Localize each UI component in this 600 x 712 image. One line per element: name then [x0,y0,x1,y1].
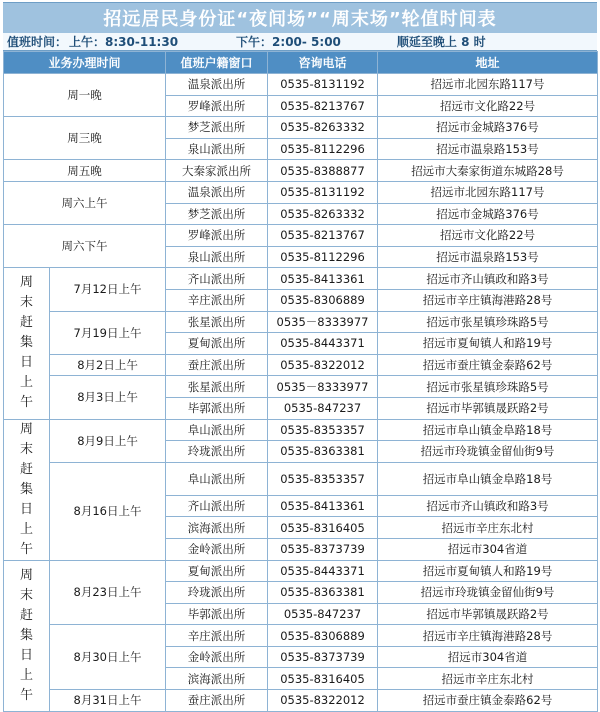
phone-cell: 0535-8213767 [268,95,378,117]
phone-cell: 0535-8263332 [268,203,378,225]
phone-cell: 0535-8353357 [268,419,378,441]
duty-hours-bar [3,33,597,51]
duty-hours-note: 顺延至晚上 8 时 [396,35,486,49]
schedule-table [3,51,598,712]
address-cell: 招远市夏甸镇人和路19号 [378,560,598,582]
table-row [4,117,598,139]
header-time: 业务办理时间 [4,52,166,74]
office-cell: 齐山派出所 [166,268,268,290]
address-cell: 招远市金城路376号 [378,117,598,139]
table-row [4,560,598,582]
phone-cell: 0535-847237 [268,397,378,419]
address-cell: 招远市温泉路153号 [378,138,598,160]
office-cell: 辛庄派出所 [166,289,268,311]
address-cell: 招远市文化路22号 [378,225,598,247]
table-row [4,376,598,398]
phone-cell: 0535-8322012 [268,690,378,712]
office-cell: 滨海派出所 [166,668,268,690]
phone-cell: 0535-8443371 [268,560,378,582]
phone-cell: 0535-8388877 [268,160,378,182]
address-cell: 招远市蚕庄镇金泰路62号 [378,354,598,376]
address-cell: 招远市张星镇珍珠路5号 [378,376,598,398]
address-cell: 招远市玲珑镇金留仙街9号 [378,582,598,604]
day-cell: 周三晚 [4,117,166,160]
office-cell: 梦芝派出所 [166,203,268,225]
phone-cell: 0535-8413361 [268,495,378,517]
date-cell: 8月3日上午 [50,376,166,419]
office-cell: 滨海派出所 [166,517,268,539]
office-cell: 辛庄派出所 [166,625,268,647]
address-cell: 招远市304省道 [378,646,598,668]
address-cell: 招远市文化路22号 [378,95,598,117]
day-cell: 周六下午 [4,225,166,268]
table-row [4,462,598,495]
address-cell: 招远市阜山镇金阜路18号 [378,419,598,441]
date-cell: 8月30日上午 [50,625,166,690]
duty-hours-label: 值班时间： [7,35,68,49]
phone-cell: 0535-8131192 [268,74,378,96]
header-office: 值班户籍窗口 [166,52,268,74]
office-cell: 金岭派出所 [166,538,268,560]
day-cell: 周五晚 [4,160,166,182]
date-cell: 8月16日上午 [50,462,166,560]
phone-cell: 0535-8306889 [268,289,378,311]
phone-cell: 0535-8353357 [268,462,378,495]
office-cell: 泉山派出所 [166,138,268,160]
address-cell: 招远市夏甸镇人和路19号 [378,333,598,355]
phone-cell: 0535-847237 [268,603,378,625]
phone-cell: 0535-8373739 [268,646,378,668]
office-cell: 温泉派出所 [166,74,268,96]
address-cell: 招远市阜山镇金阜路18号 [378,462,598,495]
header-phone: 咨询电话 [268,52,378,74]
office-cell: 罗峰派出所 [166,225,268,247]
duty-hours-am: 上午：8:30-11:30 [69,35,179,49]
address-cell: 招远市辛庄镇海港路28号 [378,289,598,311]
address-cell: 招远市北园东路117号 [378,74,598,96]
address-cell: 招远市辛庄东北村 [378,668,598,690]
office-cell: 温泉派出所 [166,181,268,203]
office-cell: 罗峰派出所 [166,95,268,117]
phone-cell: 0535-8443371 [268,333,378,355]
phone-cell: 0535-8363381 [268,441,378,463]
phone-cell: 0535-8263332 [268,117,378,139]
office-cell: 蚕庄派出所 [166,354,268,376]
table-row [4,225,598,247]
table-row [4,268,598,290]
address-cell: 招远市齐山镇政和路3号 [378,495,598,517]
table-row [4,160,598,182]
office-cell: 阜山派出所 [166,419,268,441]
office-cell: 毕郭派出所 [166,603,268,625]
table-row [4,419,598,441]
address-cell: 招远市蚕庄镇金泰路62号 [378,690,598,712]
group-label-cell: 周 末 赶 集 日 上 午 [4,268,50,419]
table-header-row [4,52,598,74]
address-cell: 招远市齐山镇政和路3号 [378,268,598,290]
phone-cell: 0535-8413361 [268,268,378,290]
table-row [4,690,598,712]
address-cell: 招远市北园东路117号 [378,181,598,203]
phone-cell: 0535-8322012 [268,354,378,376]
office-cell: 夏甸派出所 [166,560,268,582]
day-cell: 周六上午 [4,181,166,224]
table-row [4,311,598,333]
office-cell: 梦芝派出所 [166,117,268,139]
header-address: 地址 [378,52,598,74]
date-cell: 7月19日上午 [50,311,166,354]
office-cell: 金岭派出所 [166,646,268,668]
group-label-cell: 周 末 赶 集 日 上 午 [4,419,50,560]
phone-cell: 0535-8363381 [268,582,378,604]
table-row [4,625,598,647]
address-cell: 招远市温泉路153号 [378,246,598,268]
phone-cell: 0535-8213767 [268,225,378,247]
date-cell: 8月23日上午 [50,560,166,625]
office-cell: 张星派出所 [166,376,268,398]
phone-cell: 0535－8333977 [268,311,378,333]
table-row [4,354,598,376]
address-cell: 招远市金城路376号 [378,203,598,225]
office-cell: 夏甸派出所 [166,333,268,355]
date-cell: 8月31日上午 [50,690,166,712]
address-cell: 招远市毕郭镇晟跃路2号 [378,397,598,419]
phone-cell: 0535-8112296 [268,138,378,160]
office-cell: 玲珑派出所 [166,441,268,463]
duty-hours-pm: 下午：2:00- 5:00 [236,35,341,49]
office-cell: 大秦家派出所 [166,160,268,182]
address-cell: 招远市玲珑镇金留仙街9号 [378,441,598,463]
address-cell: 招远市张星镇珍珠路5号 [378,311,598,333]
office-cell: 蚕庄派出所 [166,690,268,712]
phone-cell: 0535-8373739 [268,538,378,560]
phone-cell: 0535-8131192 [268,181,378,203]
table-row [4,181,598,203]
address-cell: 招远市辛庄镇海港路28号 [378,625,598,647]
office-cell: 玲珑派出所 [166,582,268,604]
office-cell: 阜山派出所 [166,462,268,495]
day-cell: 周一晚 [4,74,166,117]
office-cell: 张星派出所 [166,311,268,333]
office-cell: 毕郭派出所 [166,397,268,419]
phone-cell: 0535－8333977 [268,376,378,398]
address-cell: 招远市大秦家街道东城路28号 [378,160,598,182]
address-cell: 招远市304省道 [378,538,598,560]
office-cell: 泉山派出所 [166,246,268,268]
address-cell: 招远市毕郭镇晟跃路2号 [378,603,598,625]
phone-cell: 0535-8316405 [268,517,378,539]
date-cell: 7月12日上午 [50,268,166,311]
phone-cell: 0535-8316405 [268,668,378,690]
phone-cell: 0535-8112296 [268,246,378,268]
address-cell: 招远市辛庄东北村 [378,517,598,539]
phone-cell: 0535-8306889 [268,625,378,647]
date-cell: 8月9日上午 [50,419,166,462]
date-cell: 8月2日上午 [50,354,166,376]
page-title: 招远居民身份证“夜间场”“周末场”轮值时间表 [3,2,597,33]
table-row [4,74,598,96]
group-label-cell: 周 末 赶 集 日 上 午 [4,560,50,711]
office-cell: 齐山派出所 [166,495,268,517]
